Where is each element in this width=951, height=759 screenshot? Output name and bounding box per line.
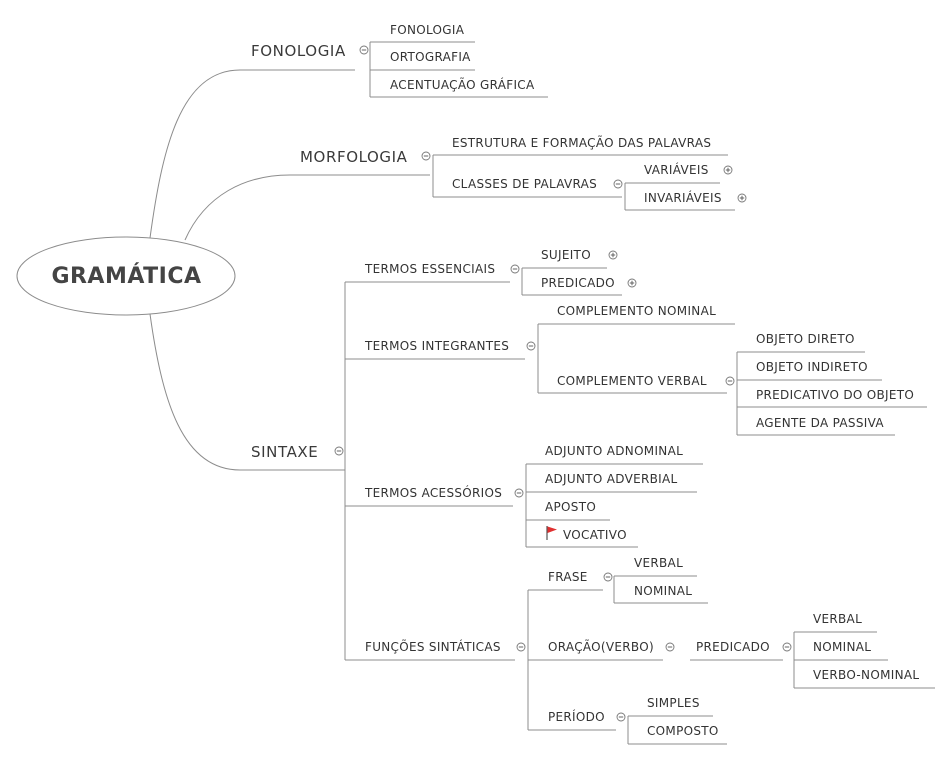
node-oracao-predicado[interactable]: PREDICADO — [696, 640, 770, 654]
collapse-minus-icon[interactable] — [517, 643, 526, 652]
node-fonologia[interactable]: FONOLOGIA — [390, 23, 465, 37]
node-aposto[interactable]: APOSTO — [545, 500, 597, 514]
node-ortografia[interactable]: ORTOGRAFIA — [390, 50, 471, 64]
expand-plus-icon[interactable] — [738, 194, 747, 203]
node-termos-integrantes[interactable]: TERMOS INTEGRANTES — [365, 339, 510, 353]
collapse-minus-icon[interactable] — [614, 180, 623, 189]
node-agente-passiva[interactable]: AGENTE DA PASSIVA — [756, 416, 884, 430]
node-oracao-verbo[interactable]: ORAÇÃO(VERBO) — [548, 640, 654, 654]
node-predicado-verbal[interactable]: VERBAL — [813, 612, 863, 626]
node-complemento-verbal[interactable]: COMPLEMENTO VERBAL — [557, 374, 707, 388]
node-sujeito[interactable]: SUJEITO — [541, 248, 591, 262]
node-estrutura-formacao[interactable]: ESTRUTURA E FORMAÇÃO DAS PALAVRAS — [452, 136, 712, 150]
collapse-minus-icon[interactable] — [527, 342, 536, 351]
collapse-minus-icon[interactable] — [783, 643, 792, 652]
node-vocativo[interactable]: VOCATIVO — [563, 528, 627, 542]
collapse-minus-icon[interactable] — [335, 447, 344, 456]
node-variaveis[interactable]: VARIÁVEIS — [644, 163, 709, 177]
node-adjunto-adnominal[interactable]: ADJUNTO ADNOMINAL — [545, 444, 684, 458]
collapse-minus-icon[interactable] — [666, 643, 675, 652]
root-node-label[interactable]: GRAMÁTICA — [51, 263, 202, 289]
node-invariaveis[interactable]: INVARIÁVEIS — [644, 191, 722, 205]
expand-plus-icon[interactable] — [609, 251, 618, 260]
node-objeto-direto[interactable]: OBJETO DIRETO — [756, 332, 855, 346]
node-acentuacao-grafica[interactable]: ACENTUAÇÃO GRÁFICA — [390, 78, 535, 92]
node-objeto-indireto[interactable]: OBJETO INDIRETO — [756, 360, 868, 374]
node-predicado-verbo-nominal[interactable]: VERBO-NOMINAL — [813, 668, 920, 682]
node-adjunto-adverbial[interactable]: ADJUNTO ADVERBIAL — [545, 472, 678, 486]
node-predicativo-objeto[interactable]: PREDICATIVO DO OBJETO — [756, 388, 915, 402]
branch-sintaxe[interactable]: SINTAXE — [251, 443, 319, 461]
expand-plus-icon[interactable] — [724, 166, 733, 175]
node-funcoes-sintaticas[interactable]: FUNÇÕES SINTÁTICAS — [365, 640, 501, 654]
collapse-minus-icon[interactable] — [515, 489, 524, 498]
collapse-minus-icon[interactable] — [604, 573, 613, 582]
node-classes-palavras[interactable]: CLASSES DE PALAVRAS — [452, 177, 598, 191]
node-complemento-nominal[interactable]: COMPLEMENTO NOMINAL — [557, 304, 717, 318]
node-predicado-nominal[interactable]: NOMINAL — [813, 640, 872, 654]
collapse-minus-icon[interactable] — [360, 46, 369, 55]
red-flag-icon — [545, 525, 559, 541]
branch-morfologia[interactable]: MORFOLOGIA — [300, 148, 408, 166]
node-frase-nominal[interactable]: NOMINAL — [634, 584, 693, 598]
node-simples[interactable]: SIMPLES — [647, 696, 700, 710]
expand-plus-icon[interactable] — [628, 279, 637, 288]
collapse-minus-icon[interactable] — [617, 713, 626, 722]
node-composto[interactable]: COMPOSTO — [647, 724, 719, 738]
branch-fonologia[interactable]: FONOLOGIA — [251, 42, 346, 60]
node-frase[interactable]: FRASE — [548, 570, 588, 584]
node-termos-essenciais[interactable]: TERMOS ESSENCIAIS — [365, 262, 496, 276]
collapse-minus-icon[interactable] — [422, 152, 431, 161]
node-termos-acessorios[interactable]: TERMOS ACESSÓRIOS — [365, 486, 503, 500]
node-periodo[interactable]: PERÍODO — [548, 710, 605, 724]
node-frase-verbal[interactable]: VERBAL — [634, 556, 684, 570]
collapse-minus-icon[interactable] — [511, 265, 520, 274]
collapse-minus-icon[interactable] — [726, 377, 735, 386]
node-predicado[interactable]: PREDICADO — [541, 276, 615, 290]
